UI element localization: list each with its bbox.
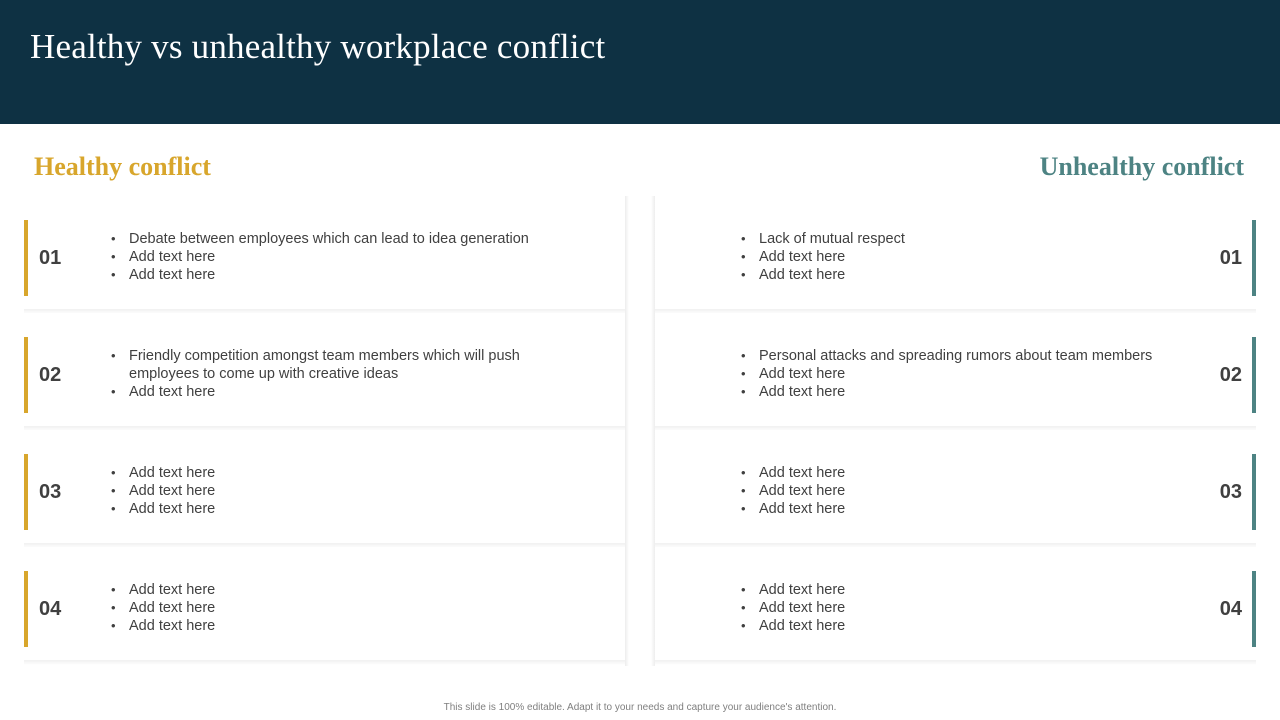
accent-bar [24,454,28,530]
row-number: 04 [39,598,62,620]
healthy-row-4 [24,547,625,660]
row-number: 04 [1219,598,1242,620]
bullet-item: • Add text here [111,500,551,518]
bullet-item: • Add text here [111,599,551,617]
bullet-item: • Add text here [741,581,1191,599]
accent-bar [24,220,28,296]
bullet-list [741,230,1191,284]
healthy-row-3 [24,430,625,543]
bullet-item: • Add text here [111,581,551,599]
accent-bar [1252,220,1256,296]
healthy-column [24,196,625,666]
row-number: 01 [1219,247,1242,269]
bullet-list [111,230,551,284]
bullet-item: • Personal attacks and spreading rumors about team members [741,347,1191,365]
title-banner [0,0,1280,124]
row-number: 01 [39,247,62,269]
accent-bar [1252,454,1256,530]
bullet-item: • Add text here [741,500,1191,518]
accent-bar [1252,571,1256,647]
accent-bar [1252,337,1256,413]
bullet-list [111,464,551,518]
bullet-item: • Add text here [111,482,551,500]
healthy-heading: Healthy conflict [34,152,211,181]
bullet-item: • Add text here [111,266,551,284]
bullet-item: • Add text here [741,482,1191,500]
healthy-row-1 [24,196,625,309]
bullet-list [741,347,1191,401]
bullet-item: • Friendly competition amongst team members which will push employees to come up with creative ideas [111,347,551,383]
bullet-item: • Add text here [741,464,1191,482]
unhealthy-row-3 [655,430,1256,543]
bullet-item: • Add text here [741,266,1191,284]
footer-note: This slide is 100% editable. Adapt it to your needs and capture your audience's attention. [443,702,837,713]
bullet-item: • Add text here [741,248,1191,266]
bullet-item: • Add text here [111,248,551,266]
bullet-item: • Add text here [111,383,551,401]
accent-bar [24,571,28,647]
unhealthy-row-1 [655,196,1256,309]
bullet-item: • Add text here [741,365,1191,383]
row-number: 03 [1219,481,1242,503]
unhealthy-column [655,196,1256,666]
row-number: 02 [39,364,62,386]
unhealthy-heading: Unhealthy conflict [1039,152,1244,181]
bullet-item: • Add text here [741,383,1191,401]
accent-bar [24,337,28,413]
unhealthy-row-4 [655,547,1256,660]
bullet-list [111,347,551,401]
bullet-item: • Debate between employees which can lead to idea generation [111,230,551,248]
slide-title: Healthy vs unhealthy workplace conflict [30,27,606,66]
bullet-list [741,581,1191,635]
bullet-item: • Add text here [111,617,551,635]
row-number: 02 [1219,364,1242,386]
bullet-item: • Lack of mutual respect [741,230,1191,248]
unhealthy-row-2 [655,313,1256,426]
bullet-item: • Add text here [111,464,551,482]
bullet-list [741,464,1191,518]
bullet-item: • Add text here [741,599,1191,617]
bullet-item: • Add text here [741,617,1191,635]
bullet-list [111,581,551,635]
healthy-row-2 [24,313,625,426]
row-number: 03 [39,481,62,503]
